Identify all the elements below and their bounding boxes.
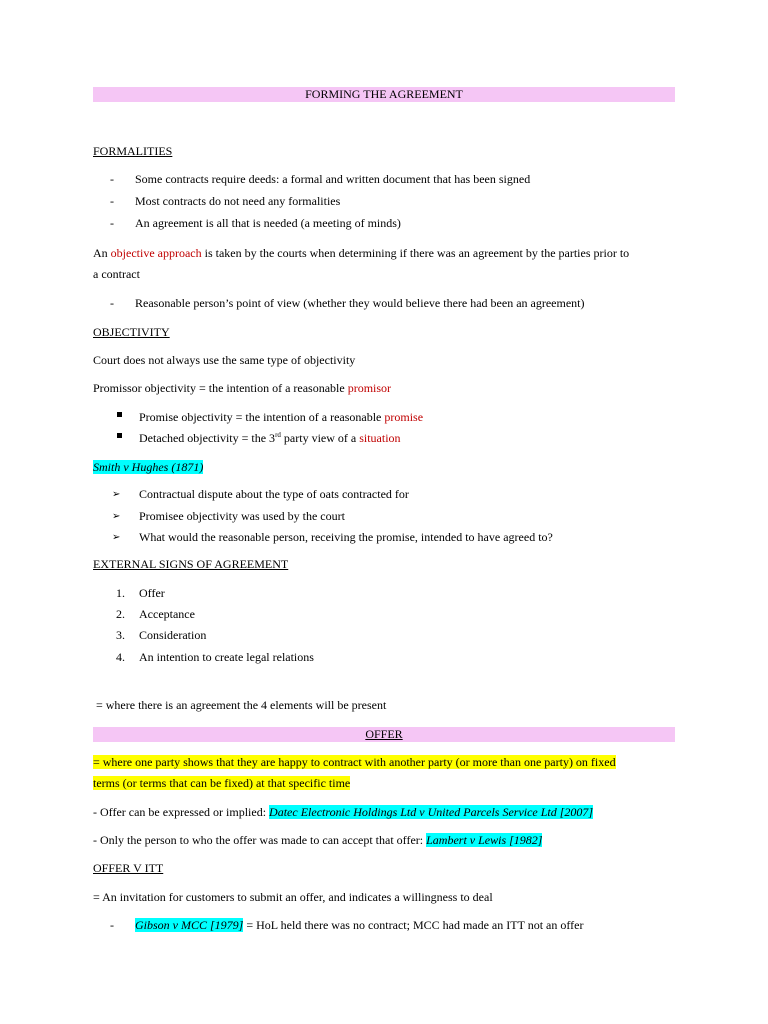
formalities-heading: FORMALITIES xyxy=(93,144,173,158)
arrow-bullet-icon: ➢ xyxy=(112,489,121,500)
case-citation: Lambert v Lewis [1982] xyxy=(426,833,543,847)
list-number: 3. xyxy=(116,628,125,642)
dash-marker: - xyxy=(110,172,114,186)
case-smith-v-hughes xyxy=(93,460,203,475)
offer-v-itt-heading: OFFER V ITT xyxy=(93,861,164,875)
list-item xyxy=(139,431,401,446)
highlight-red-text: objective approach xyxy=(110,246,202,260)
square-bullet-icon xyxy=(117,412,122,417)
objectivity-line-2 xyxy=(93,381,391,396)
offer-banner xyxy=(93,727,675,742)
list-item: What would the reasonable person, receiving the promise, intended to have agreed to? xyxy=(139,530,553,544)
objective-approach-paragraph xyxy=(93,246,629,261)
objectivity-line-1: Court does not always use the same type of objectivity xyxy=(93,353,356,367)
case-citation: Gibson v MCC [1979] xyxy=(135,918,244,932)
list-item: Most contracts do not need any formalities xyxy=(135,194,341,208)
para-text: - Only the person to who the offer was made to can accept that offer: xyxy=(93,833,427,847)
list-item: Offer xyxy=(139,586,165,600)
para-text: - Offer can be expressed or implied: xyxy=(93,805,270,819)
para-text: party view of a xyxy=(280,431,360,445)
arrow-bullet-icon: ➢ xyxy=(112,532,121,543)
list-item: An agreement is all that is needed (a meeting of minds) xyxy=(135,216,401,230)
title-banner xyxy=(93,87,675,102)
itt-line-1: = An invitation for customers to submit an offer, and indicates a willingness to deal xyxy=(93,890,493,904)
para-line-2: a contract xyxy=(93,267,140,281)
list-item: Contractual dispute about the type of oats contracted for xyxy=(139,487,409,501)
dash-marker: - xyxy=(110,918,114,932)
elements-note: = where there is an agreement the 4 elements will be present xyxy=(96,698,387,712)
objectivity-heading: OBJECTIVITY xyxy=(93,325,170,339)
case-citation: Smith v Hughes (1871) xyxy=(93,460,204,474)
para-text: Promise objectivity = the intention of a reasonable xyxy=(139,410,385,424)
square-bullet-icon xyxy=(117,433,122,438)
list-item: Promisee objectivity was used by the court xyxy=(139,509,345,523)
list-number: 4. xyxy=(116,650,125,664)
offer-line-2 xyxy=(93,833,542,848)
list-item xyxy=(139,410,423,425)
list-item: Some contracts require deeds: a formal and written document that has been signed xyxy=(135,172,531,186)
list-item: Consideration xyxy=(139,628,207,642)
para-text: An xyxy=(93,246,111,260)
case-citation: Datec Electronic Holdings Ltd v United Parcels Service Ltd [2007] xyxy=(269,805,594,819)
dash-marker: - xyxy=(110,216,114,230)
offer-definition-line-1 xyxy=(93,755,616,770)
list-item xyxy=(135,918,583,933)
superscript: rd xyxy=(275,431,281,439)
para-text: is taken by the courts when determining if there was an agreement by the parties prior to xyxy=(201,246,630,260)
external-signs-heading: EXTERNAL SIGNS OF AGREEMENT xyxy=(93,557,289,571)
highlight-red-text: situation xyxy=(359,431,401,445)
dash-marker: - xyxy=(110,194,114,208)
list-item: Acceptance xyxy=(139,607,195,621)
offer-heading: OFFER xyxy=(365,727,403,741)
highlighted-definition: = where one party shows that they are happy to contract with another party (or more than one party) on fixed xyxy=(93,755,616,769)
list-number: 1. xyxy=(116,586,125,600)
list-item: Reasonable person’s point of view (whether they would believe there had been an agreement) xyxy=(135,296,585,310)
arrow-bullet-icon: ➢ xyxy=(112,511,121,522)
highlighted-definition: terms (or terms that can be fixed) at that specific time xyxy=(93,776,351,790)
para-text: Promissor objectivity = the intention of a reasonable xyxy=(93,381,348,395)
highlight-red-text: promise xyxy=(384,410,424,424)
para-text: Detached objectivity = the 3 xyxy=(139,431,276,445)
offer-definition-line-2 xyxy=(93,776,350,791)
list-number: 2. xyxy=(116,607,125,621)
para-text: = HoL held there was no contract; MCC had made an ITT not an offer xyxy=(243,918,584,932)
page-title: FORMING THE AGREEMENT xyxy=(305,87,463,101)
dash-marker: - xyxy=(110,296,114,310)
highlight-red-text: promisor xyxy=(347,381,392,395)
list-item: An intention to create legal relations xyxy=(139,650,314,664)
offer-line-1 xyxy=(93,805,593,820)
